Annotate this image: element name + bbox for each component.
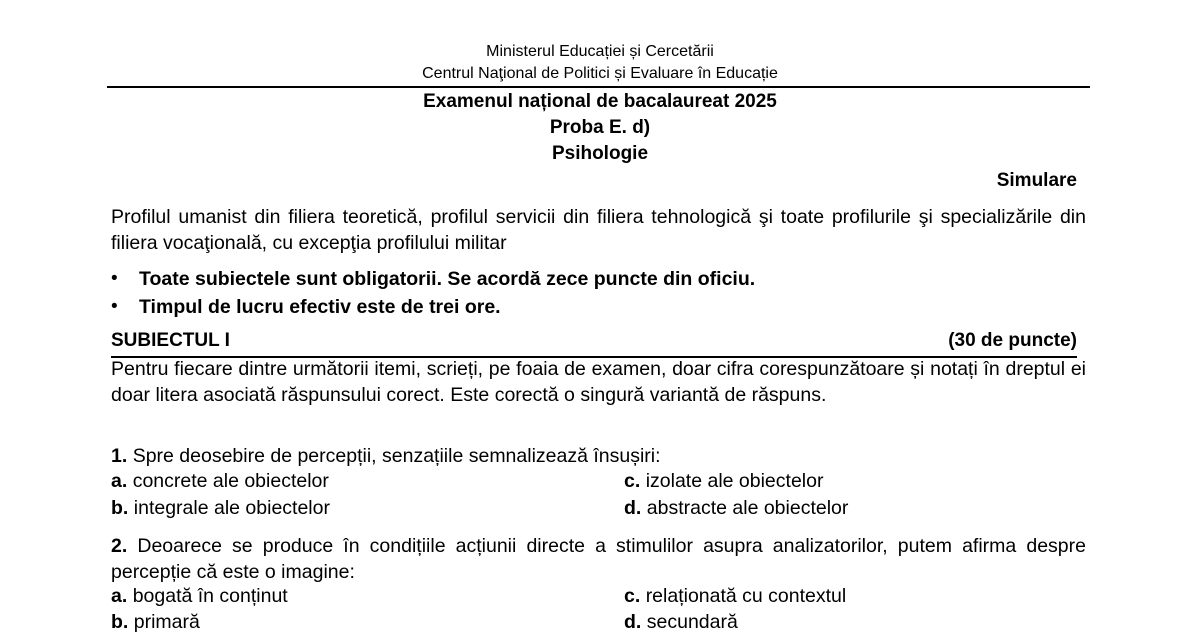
answer-option bbox=[624, 497, 848, 520]
exam-session: Simulare bbox=[996, 170, 1077, 191]
answer-option bbox=[111, 497, 330, 520]
option-text: bogată în conținut bbox=[132, 585, 288, 607]
option-label: c. bbox=[624, 470, 641, 492]
option-label: a. bbox=[111, 470, 128, 492]
exam-subject: Psihologie bbox=[551, 143, 649, 164]
question-number: 1. bbox=[111, 445, 128, 467]
option-label: b. bbox=[111, 497, 129, 519]
subject-title: SUBIECTUL I bbox=[111, 330, 230, 351]
option-text: concrete ale obiectelor bbox=[132, 470, 329, 492]
answer-option bbox=[111, 470, 329, 493]
subject-instructions: Pentru fiecare dintre următorii itemi, scrieți, pe foaia de examen, doar cifra corespunzătoare și notați în dreptul ei doar litera asociată răspunsului corect. Este corectă o singură variantă de răspuns. bbox=[111, 358, 1086, 406]
option-label: b. bbox=[111, 611, 129, 633]
option-label: d. bbox=[624, 497, 642, 519]
answer-option bbox=[624, 585, 846, 608]
option-text: abstracte ale obiectelor bbox=[646, 497, 849, 519]
option-label: d. bbox=[624, 611, 642, 633]
question-item bbox=[111, 445, 661, 468]
center-header: Centrul Naţional de Politici și Evaluare în Educație bbox=[422, 65, 778, 82]
exam-title: Examenul național de bacalaureat 2025 bbox=[423, 91, 777, 112]
rule-item: Timpul de lucru efectiv este de trei ore. bbox=[139, 296, 501, 318]
answer-option bbox=[624, 470, 823, 493]
bullet-icon: • bbox=[111, 296, 118, 317]
header-divider bbox=[107, 86, 1090, 88]
bullet-icon: • bbox=[111, 268, 118, 289]
question-item bbox=[111, 533, 1086, 585]
option-label: c. bbox=[624, 585, 641, 607]
option-text: primară bbox=[133, 611, 200, 633]
ministry-header: Ministerul Educației și Cercetării bbox=[486, 43, 714, 60]
answer-option bbox=[111, 611, 200, 634]
rule-item: Toate subiectele sunt obligatorii. Se acordă zece puncte din oficiu. bbox=[139, 268, 756, 290]
exam-proba: Proba E. d) bbox=[549, 117, 651, 138]
question-text: Deoarece se produce în condițiile acțiunii directe a stimulilor asupra analizatorilor, putem afirma despre percepție că este o imagine: bbox=[111, 535, 1086, 583]
option-text: secundară bbox=[646, 611, 738, 633]
option-label: a. bbox=[111, 585, 128, 607]
option-text: relaționată cu contextul bbox=[645, 585, 847, 607]
profile-text: Profilul umanist din filiera teoretică, profilul servicii din filiera tehnologică şi toate profilurile şi specializările din filiera vocaţională, cu excepţia profilului militar bbox=[111, 206, 1086, 254]
answer-option bbox=[624, 611, 738, 634]
question-text: Spre deosebire de percepții, senzațiile semnalizează însușiri: bbox=[132, 445, 661, 467]
subject-points: (30 de puncte) bbox=[948, 330, 1077, 351]
option-text: izolate ale obiectelor bbox=[645, 470, 824, 492]
subject-heading bbox=[111, 330, 1077, 358]
option-text: integrale ale obiectelor bbox=[133, 497, 330, 519]
question-number: 2. bbox=[111, 535, 128, 557]
answer-option bbox=[111, 585, 288, 608]
